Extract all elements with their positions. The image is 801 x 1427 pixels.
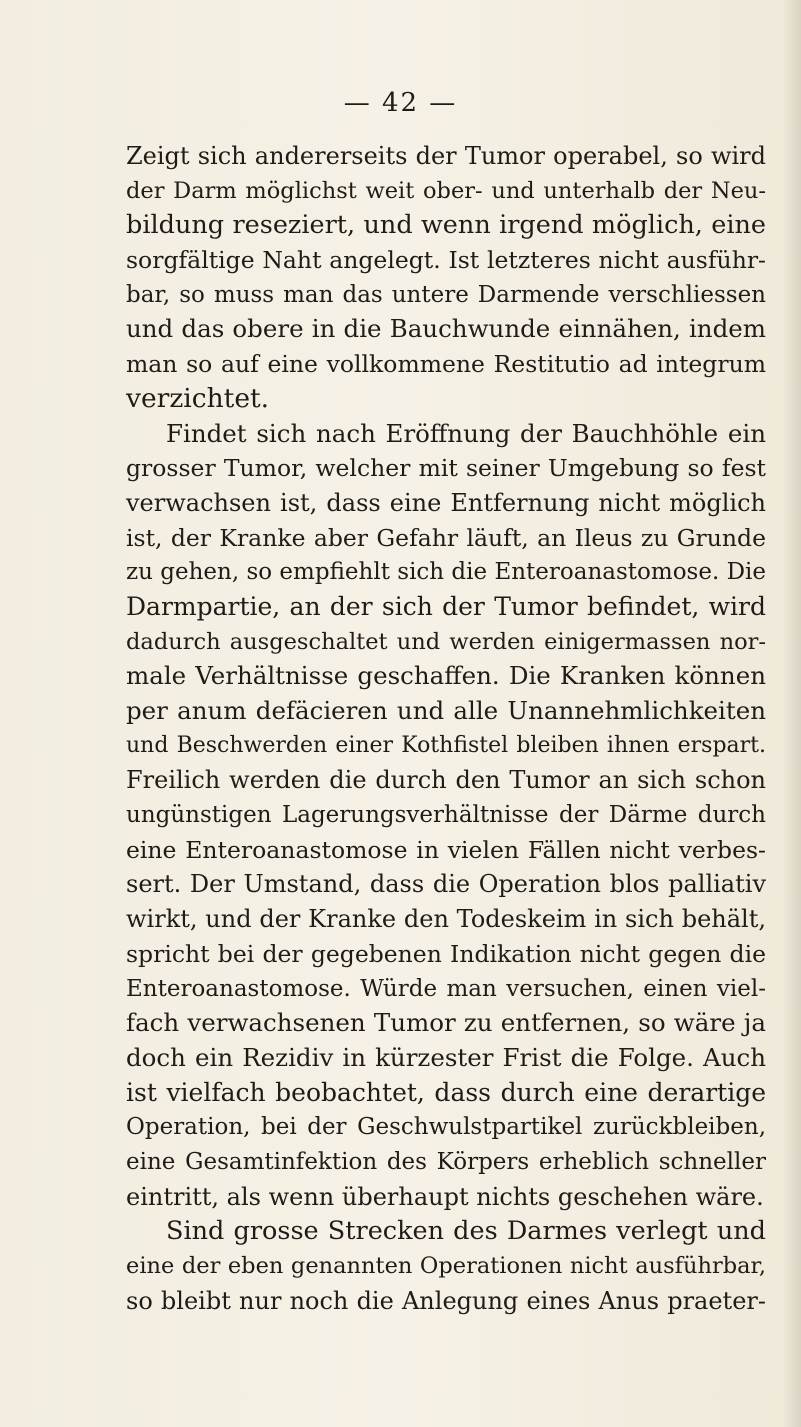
text-line: eine der eben genannten Operationen nicht ausführbar,: [126, 1253, 766, 1279]
text-line: und Beschwerden einer Kothfistel bleiben ihnen erspart.: [126, 732, 766, 758]
text-line: Sind grosse Strecken des Darmes verlegt und: [166, 1216, 766, 1247]
text-line: per anum defäcieren und alle Unannehmlichkeiten: [126, 696, 766, 725]
text-line: male Verhältnisse geschaffen. Die Kranken können: [126, 661, 766, 691]
body-text: [126, 139, 766, 1318]
text-line: wirkt, und der Kranke den Todeskeim in sich behält,: [126, 905, 766, 934]
text-line: eine Enteroanastomose in vielen Fällen nicht verbes-: [126, 835, 766, 864]
text-line: verwachsen ist, dass eine Entfernung nicht möglich: [126, 488, 766, 517]
page-number: — 42 —: [343, 88, 458, 118]
text-line: verzichtet.: [126, 382, 270, 414]
text-line: ist vielfach beobachtet, dass durch eine derartige: [126, 1077, 766, 1107]
text-line: bildung reseziert, und wenn irgend möglich, eine: [126, 210, 766, 241]
text-line: man so auf eine vollkommene Restitutio ad integrum: [126, 350, 766, 379]
text-line: Zeigt sich andererseits der Tumor operabel, so wird: [126, 142, 766, 170]
text-line: der Darm möglichst weit ober- und unterhalb der Neu-: [126, 177, 766, 204]
text-line: zu gehen, so empfiehlt sich die Enteroanastomose. Die: [126, 559, 766, 586]
text-line: bar, so muss man das untere Darmende verschliessen: [126, 281, 766, 308]
text-line: sorgfältige Naht angelegt. Ist letzteres nicht ausführ-: [126, 246, 766, 275]
text-line: Operation, bei der Geschwulstpartikel zurückbleiben,: [126, 1114, 766, 1141]
page-edge-shadow: [783, 0, 801, 1427]
text-line: eine Gesamtinfektion des Körpers erheblich schneller: [126, 1148, 766, 1175]
text-line: Darmpartie, an der sich der Tumor befindet, wird: [126, 591, 766, 621]
text-line: ist, der Kranke aber Gefahr läuft, an Ileus zu Grunde: [126, 523, 766, 552]
text-line: grosser Tumor, welcher mit seiner Umgebung so fest: [126, 454, 766, 483]
text-line: und das obere in die Bauchwunde einnähen, indem: [126, 314, 766, 344]
text-line: doch ein Rezidiv in kürzester Frist die Folge. Auch: [126, 1042, 766, 1072]
text-line: Freilich werden die durch den Tumor an sich schon: [126, 766, 766, 795]
text-line: Enteroanastomose. Würde man versuchen, einen viel-: [126, 975, 766, 1002]
text-line: Findet sich nach Eröffnung der Bauchhöhle ein: [166, 418, 766, 448]
text-line: sert. Der Umstand, dass die Operation blos palliativ: [126, 870, 766, 899]
text-line: ungünstigen Lagerungsverhältnisse der Därme durch: [126, 802, 766, 829]
text-line: fach verwachsenen Tumor zu entfernen, so wäre ja: [126, 1008, 766, 1038]
text-line: eintritt, als wenn überhaupt nichts geschehen wäre.: [126, 1182, 764, 1211]
text-line: so bleibt nur noch die Anlegung eines Anus praeter-: [126, 1286, 766, 1315]
text-line: dadurch ausgeschaltet und werden einigermassen nor-: [126, 628, 766, 655]
text-line: spricht bei der gegebenen Indikation nicht gegen die: [126, 939, 766, 968]
